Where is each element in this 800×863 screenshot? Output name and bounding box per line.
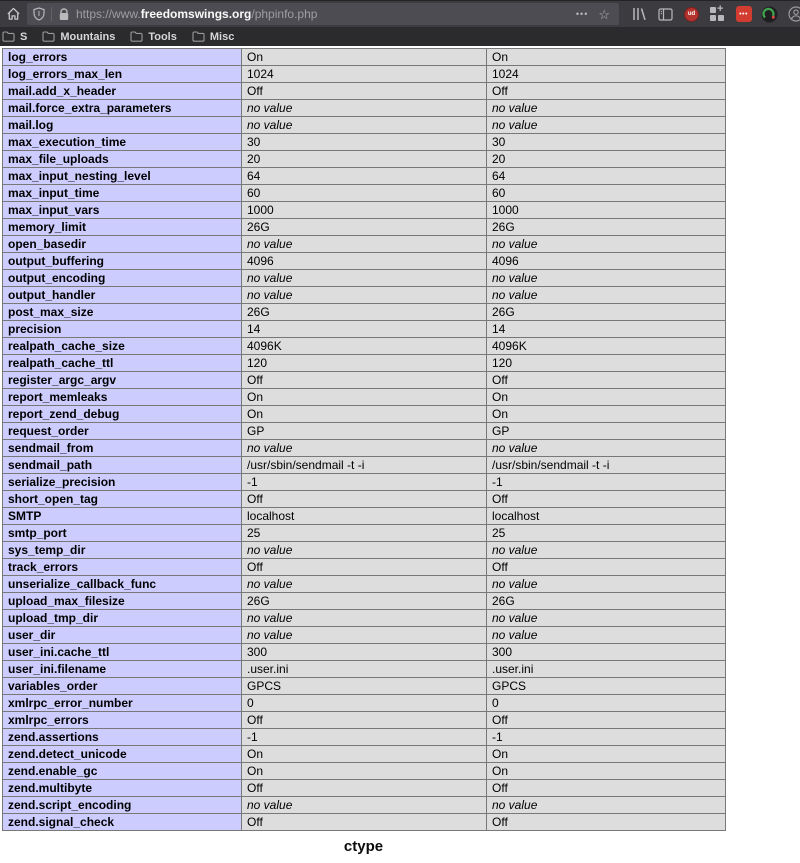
directive-cell: track_errors: [3, 559, 242, 576]
master-value-cell: -1: [487, 729, 726, 746]
directive-cell: mail.force_extra_parameters: [3, 100, 242, 117]
master-value-cell: On: [487, 746, 726, 763]
master-value-cell: .user.ini: [487, 661, 726, 678]
table-row: [3, 355, 726, 372]
bookmark-star-icon[interactable]: ☆: [598, 6, 610, 22]
table-row: [3, 440, 726, 457]
bookmark-folder[interactable]: [130, 31, 177, 43]
table-row: [3, 661, 726, 678]
home-button[interactable]: [0, 1, 27, 27]
table-row: [3, 559, 726, 576]
local-value-cell: no value: [242, 117, 487, 134]
table-row: [3, 712, 726, 729]
directive-cell: register_argc_argv: [3, 372, 242, 389]
bookmarks-toolbar: [0, 27, 800, 46]
local-value-cell: 26G: [242, 593, 487, 610]
table-row: [3, 474, 726, 491]
table-row: [3, 423, 726, 440]
table-row: [3, 304, 726, 321]
master-value-cell: On: [487, 49, 726, 66]
local-value-cell: no value: [242, 236, 487, 253]
directive-cell: xmlrpc_error_number: [3, 695, 242, 712]
table-row: [3, 457, 726, 474]
master-value-cell: no value: [487, 117, 726, 134]
local-value-cell: 1024: [242, 66, 487, 83]
directive-cell: zend.detect_unicode: [3, 746, 242, 763]
local-value-cell: 300: [242, 644, 487, 661]
directive-cell: report_memleaks: [3, 389, 242, 406]
folder-icon: [2, 31, 15, 42]
directive-cell: realpath_cache_size: [3, 338, 242, 355]
directive-cell: unserialize_callback_func: [3, 576, 242, 593]
local-value-cell: no value: [242, 627, 487, 644]
directive-cell: memory_limit: [3, 219, 242, 236]
master-value-cell: Off: [487, 83, 726, 100]
master-value-cell: 20: [487, 151, 726, 168]
master-value-cell: Off: [487, 559, 726, 576]
table-row: [3, 780, 726, 797]
directive-cell: serialize_precision: [3, 474, 242, 491]
local-value-cell: GP: [242, 423, 487, 440]
bookmark-label: Tools: [148, 30, 177, 43]
bookmark-label: Misc: [209, 30, 235, 43]
master-value-cell: 25: [487, 525, 726, 542]
master-value-cell: no value: [487, 270, 726, 287]
bookmark-label: S: [20, 30, 28, 43]
local-value-cell: 60: [242, 185, 487, 202]
table-row: [3, 117, 726, 134]
tracking-protection-shield-icon[interactable]: [33, 7, 45, 21]
local-value-cell: -1: [242, 474, 487, 491]
table-row: [3, 83, 726, 100]
phpinfo-core-table: [2, 48, 726, 831]
toolbar-buttons: [631, 2, 800, 23]
table-row: [3, 695, 726, 712]
directive-cell: sys_temp_dir: [3, 542, 242, 559]
directive-cell: short_open_tag: [3, 491, 242, 508]
table-row: [3, 100, 726, 117]
lock-icon[interactable]: [58, 8, 70, 21]
master-value-cell: localhost: [487, 508, 726, 525]
local-value-cell: 64: [242, 168, 487, 185]
bookmark-folder[interactable]: [192, 31, 234, 43]
table-row: [3, 151, 726, 168]
table-row: [3, 134, 726, 151]
local-value-cell: Off: [242, 712, 487, 729]
local-value-cell: Off: [242, 814, 487, 831]
ublock-badge: ud: [684, 7, 699, 22]
url-text[interactable]: [76, 7, 569, 21]
lastpass-badge: •••: [736, 6, 752, 22]
ublock-extension-icon[interactable]: [683, 6, 700, 23]
local-value-cell: On: [242, 406, 487, 423]
local-value-cell: On: [242, 746, 487, 763]
table-row: [3, 797, 726, 814]
folder-icon: [42, 31, 55, 42]
library-icon[interactable]: [631, 6, 648, 23]
table-row: [3, 236, 726, 253]
table-row: [3, 372, 726, 389]
master-value-cell: 1024: [487, 66, 726, 83]
directive-cell: user_ini.filename: [3, 661, 242, 678]
url-bar[interactable]: [27, 3, 619, 25]
local-value-cell: 14: [242, 321, 487, 338]
local-value-cell: On: [242, 389, 487, 406]
master-value-cell: 4096: [487, 253, 726, 270]
local-value-cell: no value: [242, 542, 487, 559]
master-value-cell: Off: [487, 780, 726, 797]
local-value-cell: no value: [242, 270, 487, 287]
page-content: [0, 46, 800, 863]
directive-cell: open_basedir: [3, 236, 242, 253]
local-value-cell: no value: [242, 100, 487, 117]
directive-cell: report_zend_debug: [3, 406, 242, 423]
directive-cell: upload_tmp_dir: [3, 610, 242, 627]
directive-cell: SMTP: [3, 508, 242, 525]
directive-cell: max_file_uploads: [3, 151, 242, 168]
directive-cell: request_order: [3, 423, 242, 440]
local-value-cell: Off: [242, 491, 487, 508]
local-value-cell: no value: [242, 287, 487, 304]
folder-icon: [192, 31, 205, 42]
directive-cell: zend.signal_check: [3, 814, 242, 831]
table-row: [3, 763, 726, 780]
master-value-cell: -1: [487, 474, 726, 491]
master-value-cell: On: [487, 763, 726, 780]
local-value-cell: On: [242, 49, 487, 66]
master-value-cell: no value: [487, 576, 726, 593]
master-value-cell: no value: [487, 236, 726, 253]
table-row: [3, 219, 726, 236]
directive-cell: upload_max_filesize: [3, 593, 242, 610]
local-value-cell: 0: [242, 695, 487, 712]
table-row: [3, 746, 726, 763]
directive-cell: max_input_time: [3, 185, 242, 202]
master-value-cell: 120: [487, 355, 726, 372]
table-row: [3, 338, 726, 355]
table-row: [3, 508, 726, 525]
table-row: [3, 66, 726, 83]
local-value-cell: .user.ini: [242, 661, 487, 678]
master-value-cell: 64: [487, 168, 726, 185]
master-value-cell: GP: [487, 423, 726, 440]
directive-cell: realpath_cache_ttl: [3, 355, 242, 372]
table-row: [3, 814, 726, 831]
table-row: [3, 491, 726, 508]
local-value-cell: -1: [242, 729, 487, 746]
local-value-cell: 26G: [242, 219, 487, 236]
lastpass-extension-icon[interactable]: [735, 6, 752, 23]
phpinfo-table-body: [3, 49, 726, 831]
master-value-cell: /usr/sbin/sendmail -t -i: [487, 457, 726, 474]
master-value-cell: Off: [487, 491, 726, 508]
master-value-cell: 26G: [487, 219, 726, 236]
master-value-cell: Off: [487, 712, 726, 729]
local-value-cell: 20: [242, 151, 487, 168]
directive-cell: max_input_vars: [3, 202, 242, 219]
master-value-cell: no value: [487, 542, 726, 559]
local-value-cell: 120: [242, 355, 487, 372]
directive-cell: user_ini.cache_ttl: [3, 644, 242, 661]
table-row: [3, 525, 726, 542]
table-row: [3, 202, 726, 219]
url-domain: freedomswings.org: [140, 7, 252, 21]
directive-cell: zend.assertions: [3, 729, 242, 746]
table-row: [3, 729, 726, 746]
section-heading-ctype: ctype: [343, 838, 384, 855]
master-value-cell: 14: [487, 321, 726, 338]
table-row: [3, 644, 726, 661]
master-value-cell: no value: [487, 797, 726, 814]
master-value-cell: 30: [487, 134, 726, 151]
master-value-cell: 1000: [487, 202, 726, 219]
table-row: [3, 627, 726, 644]
folder-icon: [130, 31, 143, 42]
bookmark-folder[interactable]: [2, 31, 27, 43]
url-path: /phpinfo.php: [251, 7, 318, 21]
url-prefix: https://www.: [76, 7, 141, 21]
directive-cell: mail.add_x_header: [3, 83, 242, 100]
directive-cell: log_errors_max_len: [3, 66, 242, 83]
local-value-cell: 25: [242, 525, 487, 542]
directive-cell: variables_order: [3, 678, 242, 695]
gauge-extension-icon[interactable]: [761, 6, 778, 23]
master-value-cell: 300: [487, 644, 726, 661]
table-row: [3, 185, 726, 202]
master-value-cell: no value: [487, 627, 726, 644]
master-value-cell: no value: [487, 287, 726, 304]
master-value-cell: On: [487, 389, 726, 406]
bookmark-folder[interactable]: [42, 31, 115, 43]
directive-cell: output_buffering: [3, 253, 242, 270]
local-value-cell: no value: [242, 440, 487, 457]
directive-cell: log_errors: [3, 49, 242, 66]
directive-cell: output_encoding: [3, 270, 242, 287]
directive-cell: max_execution_time: [3, 134, 242, 151]
table-row: [3, 593, 726, 610]
local-value-cell: 4096: [242, 253, 487, 270]
local-value-cell: Off: [242, 83, 487, 100]
directive-cell: max_input_nesting_level: [3, 168, 242, 185]
master-value-cell: GPCS: [487, 678, 726, 695]
directive-cell: zend.multibyte: [3, 780, 242, 797]
master-value-cell: no value: [487, 610, 726, 627]
table-row: [3, 610, 726, 627]
directive-cell: zend.script_encoding: [3, 797, 242, 814]
local-value-cell: no value: [242, 576, 487, 593]
master-value-cell: Off: [487, 372, 726, 389]
master-value-cell: 26G: [487, 304, 726, 321]
master-value-cell: 0: [487, 695, 726, 712]
directive-cell: mail.log: [3, 117, 242, 134]
bookmark-label: Mountains: [60, 30, 116, 43]
local-value-cell: 26G: [242, 304, 487, 321]
directive-cell: xmlrpc_errors: [3, 712, 242, 729]
directive-cell: output_handler: [3, 287, 242, 304]
table-row: [3, 406, 726, 423]
local-value-cell: localhost: [242, 508, 487, 525]
local-value-cell: Off: [242, 559, 487, 576]
account-icon[interactable]: [787, 6, 800, 23]
master-value-cell: On: [487, 406, 726, 423]
table-row: [3, 168, 726, 185]
local-value-cell: Off: [242, 372, 487, 389]
directive-cell: user_dir: [3, 627, 242, 644]
urlbar-separator: [51, 7, 52, 21]
directive-cell: smtp_port: [3, 525, 242, 542]
local-value-cell: no value: [242, 797, 487, 814]
navigation-toolbar: [0, 0, 800, 27]
local-value-cell: no value: [242, 610, 487, 627]
extensions-grid-icon[interactable]: +: [709, 6, 726, 23]
table-row: [3, 389, 726, 406]
table-row: [3, 253, 726, 270]
directive-cell: zend.enable_gc: [3, 763, 242, 780]
local-value-cell: GPCS: [242, 678, 487, 695]
table-row: [3, 678, 726, 695]
local-value-cell: 4096K: [242, 338, 487, 355]
master-value-cell: 26G: [487, 593, 726, 610]
directive-cell: sendmail_path: [3, 457, 242, 474]
master-value-cell: Off: [487, 814, 726, 831]
table-row: [3, 576, 726, 593]
local-value-cell: 1000: [242, 202, 487, 219]
master-value-cell: no value: [487, 440, 726, 457]
sidebar-toggle-icon[interactable]: [657, 6, 674, 23]
local-value-cell: /usr/sbin/sendmail -t -i: [242, 457, 487, 474]
table-row: [3, 270, 726, 287]
local-value-cell: Off: [242, 780, 487, 797]
local-value-cell: On: [242, 763, 487, 780]
table-row: [3, 287, 726, 304]
local-value-cell: 30: [242, 134, 487, 151]
master-value-cell: no value: [487, 100, 726, 117]
directive-cell: precision: [3, 321, 242, 338]
table-row: [3, 321, 726, 338]
table-row: [3, 49, 726, 66]
directive-cell: post_max_size: [3, 304, 242, 321]
master-value-cell: 4096K: [487, 338, 726, 355]
master-value-cell: 60: [487, 185, 726, 202]
directive-cell: sendmail_from: [3, 440, 242, 457]
home-icon: [6, 7, 21, 21]
table-row: [3, 542, 726, 559]
page-actions-icon[interactable]: •••: [575, 9, 589, 19]
